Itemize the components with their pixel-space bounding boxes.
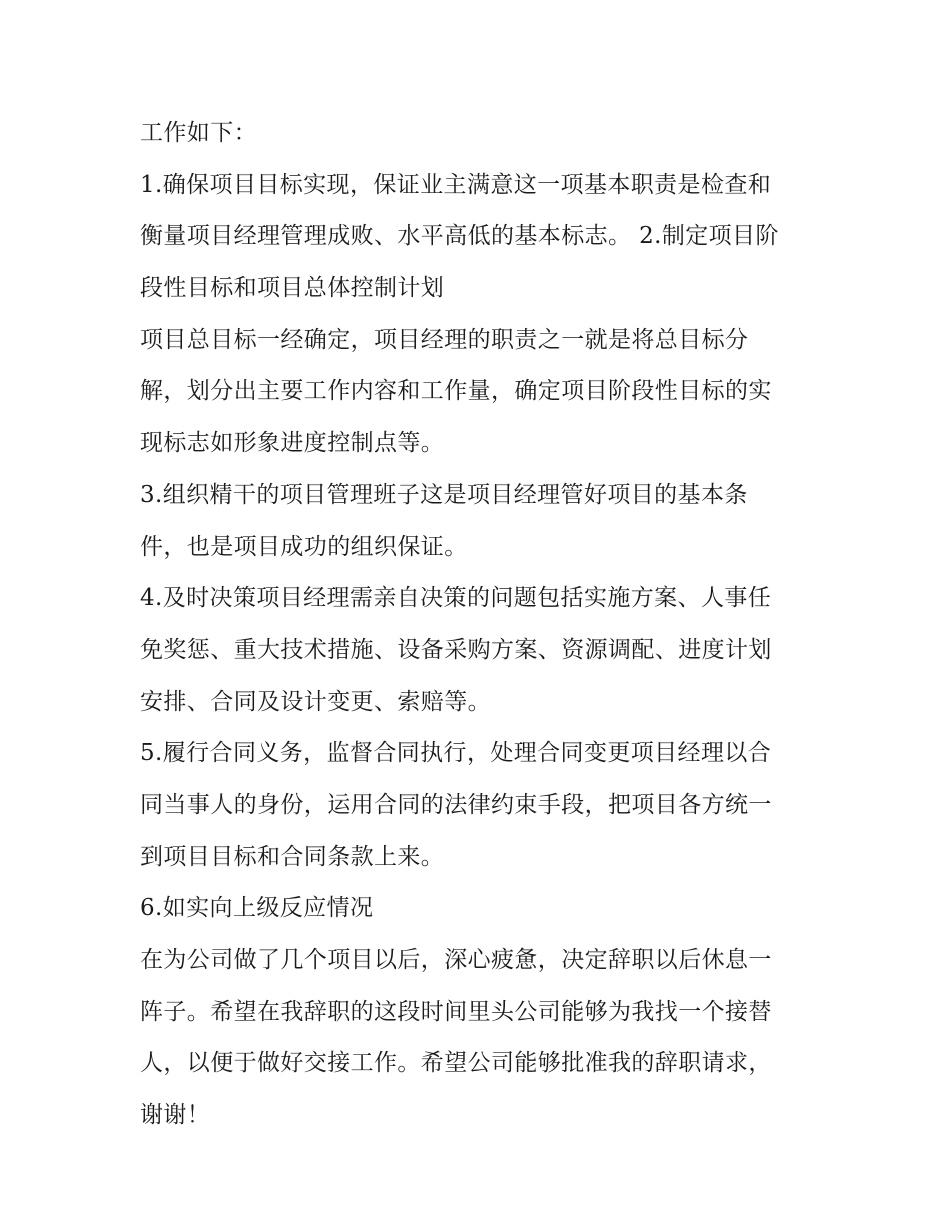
text-line: 谢谢！ <box>140 1102 211 1129</box>
text-line: 3.组织精干的项目管理班子这是项目经理管好项目的基本条 <box>140 481 748 508</box>
text-line: 人，以便于做好交接工作。希望公司能够批准我的辞职请求， <box>140 1050 772 1077</box>
text-line: 到项目目标和合同条款上来。 <box>140 843 445 870</box>
text-line: 阵子。希望在我辞职的这段时间里头公司能够为我找一个接替 <box>140 998 772 1025</box>
text-line: 工作如下： <box>140 120 257 146</box>
document-body <box>140 108 812 1142</box>
text-line: 5.履行合同义务，监督合同执行，处理合同变更项目经理以合 <box>140 740 772 767</box>
text-line: 现标志如形象进度控制点等。 <box>140 430 445 457</box>
text-line: 免奖惩、重大技术措施、设备采购方案、资源调配、进度计划 <box>140 636 772 663</box>
text-line: 解，划分出主要工作内容和工作量，确定项目阶段性目标的实 <box>140 378 772 405</box>
text-line: 在为公司做了几个项目以后，深心疲惫，决定辞职以后休息一 <box>140 947 772 973</box>
text-line: 1.确保项目目标实现，保证业主满意这一项基本职责是检查和 <box>140 171 772 198</box>
text-line: 4.及时决策项目经理需亲自决策的问题包括实施方案、人事任 <box>140 585 772 612</box>
text-line: 件，也是项目成功的组织保证。 <box>140 533 468 560</box>
text-line: 6.如实向上级反应情况 <box>140 895 374 922</box>
text-line: 安排、合同及设计变更、索赔等。 <box>140 688 491 715</box>
text-line: 同当事人的身份，运用合同的法律约束手段，把项目各方统一 <box>140 791 772 818</box>
text-line: 衡量项目经理管理成败、水平高低的基本标志。 2.制定项目阶 <box>140 223 779 250</box>
text-line: 段性目标和项目总体控制计划 <box>140 275 445 302</box>
text-line: 项目总目标一经确定，项目经理的职责之一就是将总目标分 <box>140 326 749 353</box>
